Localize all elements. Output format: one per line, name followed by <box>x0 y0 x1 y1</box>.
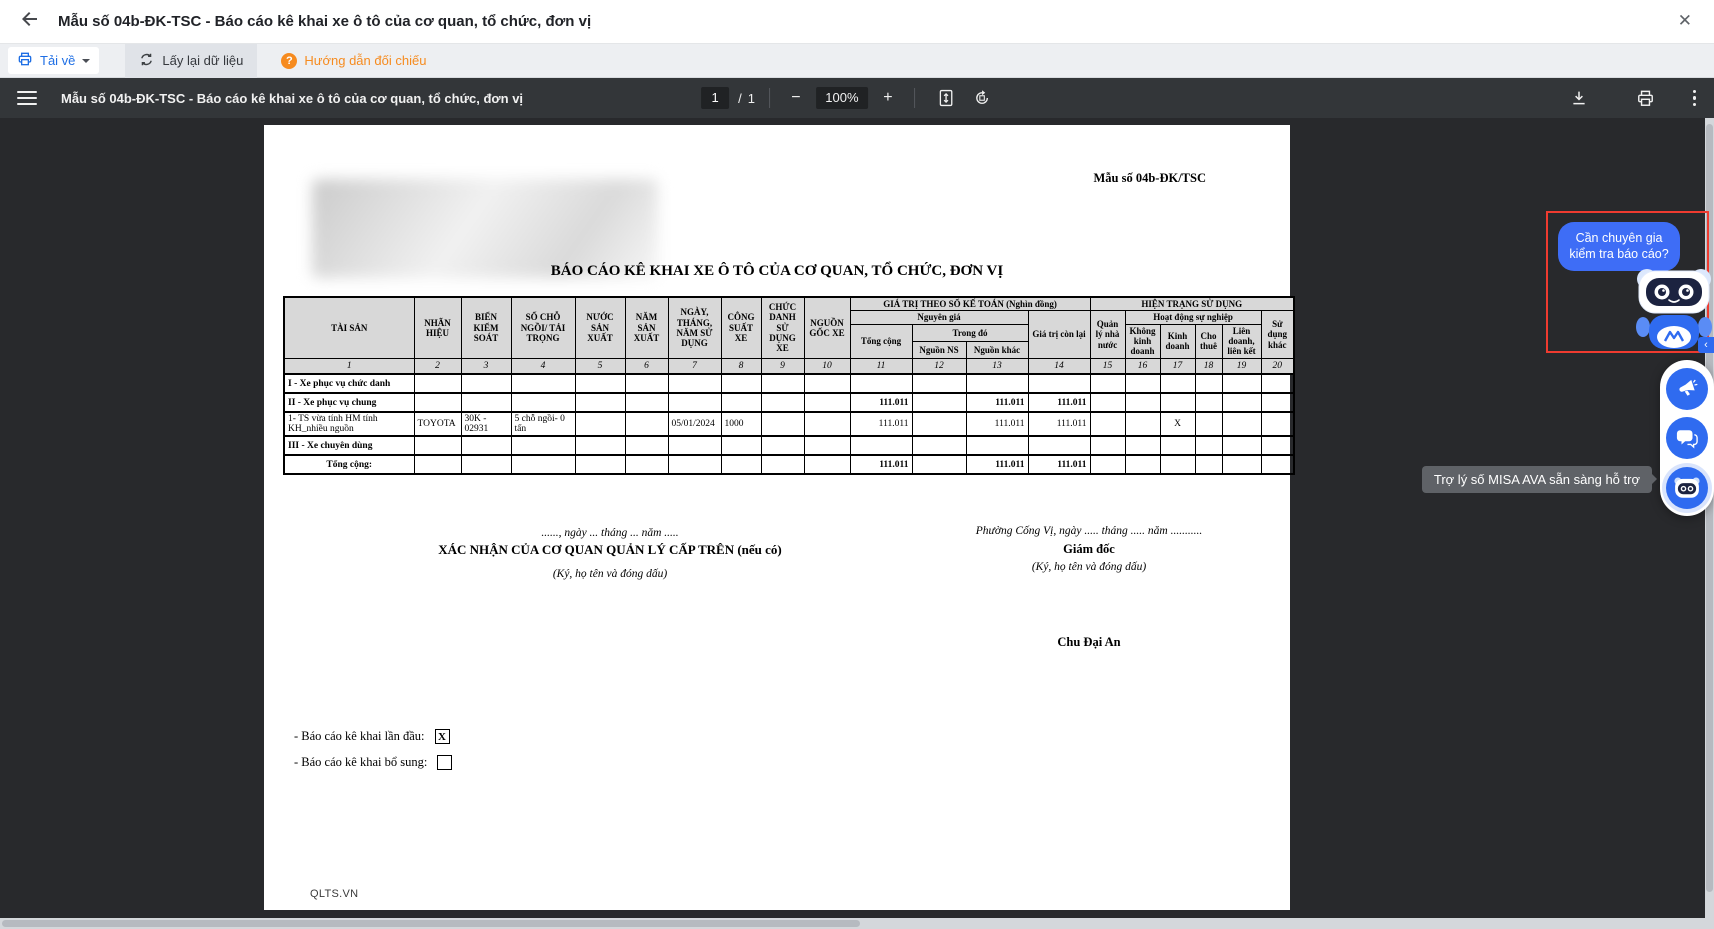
table-cell: 111.011 <box>1028 393 1090 412</box>
table-cell <box>1090 374 1125 393</box>
table-cell <box>1222 436 1261 455</box>
table-cell <box>1195 412 1222 436</box>
table-column-number: 14 <box>1028 358 1090 374</box>
table-cell <box>668 455 721 474</box>
table-cell <box>966 374 1028 393</box>
horizontal-scrollbar-thumb[interactable] <box>2 920 860 927</box>
signature-block-left <box>350 527 870 580</box>
table-cell <box>575 393 625 412</box>
table-column-number: 9 <box>761 358 804 374</box>
table-cell <box>414 393 461 412</box>
pdf-toolbar <box>0 78 1714 118</box>
pdf-download-button[interactable] <box>1570 89 1588 107</box>
page-total: 1 <box>747 90 755 106</box>
table-column-number: 18 <box>1195 358 1222 374</box>
table-cell <box>414 374 461 393</box>
table-cell <box>1261 436 1294 455</box>
table-cell <box>625 455 668 474</box>
document-page <box>264 125 1290 910</box>
table-cell <box>668 436 721 455</box>
close-button[interactable]: ✕ <box>1677 11 1692 30</box>
document-title: BÁO CÁO KÊ KHAI XE Ô TÔ CỦA CƠ QUAN, TỔ CHỨC, ĐƠN VỊ <box>550 263 1004 279</box>
table-header-cell: NHÃN HIỆU <box>414 297 461 358</box>
table-cell <box>804 455 850 474</box>
table-header-cell: Nguyên giá <box>850 311 1028 324</box>
table-cell <box>1160 436 1195 455</box>
table-row <box>284 374 1294 393</box>
reload-data-button[interactable] <box>125 44 257 78</box>
table-column-number: 2 <box>414 358 461 374</box>
comparison-guide-link[interactable] <box>271 53 436 69</box>
zoom-level[interactable]: 100% <box>816 87 868 109</box>
table-cell <box>1125 436 1160 455</box>
declaration-supplement-report-label: - Báo cáo kê khai bổ sung: <box>294 755 428 769</box>
table-cell: 5 chỗ ngồi- 0 tấn <box>511 412 575 436</box>
table-cell <box>1125 374 1160 393</box>
table-cell <box>461 393 511 412</box>
table-cell <box>1090 436 1125 455</box>
table-cell <box>1222 374 1261 393</box>
signature-left-note: (Ký, họ tên và đóng dấu) <box>552 568 668 580</box>
table-column-number: 8 <box>721 358 761 374</box>
table-header-cell: Sử dụng khác <box>1261 311 1294 358</box>
refresh-icon <box>139 52 154 70</box>
table-header-cell: GIÁ TRỊ THEO SỔ KẾ TOÁN (Nghìn đồng) <box>850 297 1090 311</box>
declaration-section <box>294 729 452 781</box>
table-header-cell: SỐ CHỖ NGỒI/ TẢI TRỌNG <box>511 297 575 358</box>
table-cell <box>414 455 461 474</box>
table-header-cell: Liên doanh, liên kết <box>1222 324 1261 358</box>
assistant-collapse-button[interactable]: ‹ <box>1698 337 1714 353</box>
chat-bubbles-icon <box>1676 427 1698 449</box>
fit-page-button[interactable] <box>939 89 953 107</box>
table-cell <box>721 455 761 474</box>
table-cell <box>912 455 966 474</box>
table-cell: 111.011 <box>850 412 912 436</box>
declaration-supplement-report-checkbox <box>437 755 452 770</box>
table-cell <box>850 436 912 455</box>
table-cell: I - Xe phục vụ chức danh <box>284 374 414 393</box>
table-cell <box>912 393 966 412</box>
table-cell <box>1195 455 1222 474</box>
chevron-down-icon <box>82 59 90 67</box>
assistant-tooltip: Trợ lý số MISA AVA sẵn sàng hỗ trợ <box>1422 466 1652 493</box>
horizontal-scrollbar[interactable] <box>0 918 1714 929</box>
action-bar <box>0 44 1714 78</box>
table-cell <box>966 436 1028 455</box>
table-cell: 111.011 <box>966 393 1028 412</box>
table-cell <box>461 455 511 474</box>
signature-left-title: XÁC NHẬN CỦA CƠ QUAN QUẢN LÝ CẤP TRÊN (nếu có) <box>438 542 782 557</box>
pdf-toolbar-right <box>1560 89 1697 108</box>
table-cell <box>625 393 668 412</box>
table-cell <box>761 412 804 436</box>
table-cell <box>1261 374 1294 393</box>
table-cell <box>804 393 850 412</box>
table-cell <box>625 412 668 436</box>
table-cell <box>461 436 511 455</box>
announcements-button[interactable] <box>1666 368 1708 410</box>
table-cell: 111.011 <box>1028 455 1090 474</box>
table-header-cell: Tổng cộng <box>850 324 912 358</box>
table-column-number: 3 <box>461 358 511 374</box>
table-header-cell: NGUỒN GỐC XE <box>804 297 850 358</box>
table-column-number: 16 <box>1125 358 1160 374</box>
report-table-head <box>284 297 1294 374</box>
table-header-cell: Cho thuê <box>1195 324 1222 358</box>
table-column-number: 20 <box>1261 358 1294 374</box>
reload-data-label: Lấy lại dữ liệu <box>162 53 244 68</box>
table-cell: 111.011 <box>850 393 912 412</box>
table-cell <box>721 436 761 455</box>
table-cell <box>668 374 721 393</box>
signer-name: Chu Đại An <box>1057 635 1121 649</box>
table-header-cell: CHỨC DANH SỬ DỤNG XE <box>761 297 804 358</box>
table-cell <box>1261 412 1294 436</box>
table-column-number: 6 <box>625 358 668 374</box>
table-cell: X <box>1160 412 1195 436</box>
toolbar-divider <box>914 88 915 108</box>
table-cell <box>1195 374 1222 393</box>
table-header-cell: NGÀY, THÁNG, NĂM SỬ DỤNG <box>668 297 721 358</box>
signature-right-title: Giám đốc <box>1063 542 1115 556</box>
table-cell <box>850 374 912 393</box>
table-cell: 111.011 <box>850 455 912 474</box>
table-header-cell: Nguồn NS <box>912 341 966 358</box>
table-cell <box>804 436 850 455</box>
table-column-number: 11 <box>850 358 912 374</box>
table-cell <box>1125 412 1160 436</box>
table-cell <box>721 393 761 412</box>
table-column-number: 7 <box>668 358 721 374</box>
table-cell <box>912 374 966 393</box>
window-title: Mẫu số 04b-ĐK-TSC - Báo cáo kê khai xe ô tô của cơ quan, tổ chức, đơn vị <box>58 13 592 30</box>
table-column-number: 15 <box>1090 358 1125 374</box>
table-row <box>284 455 1294 474</box>
pdf-toolbar-center <box>701 87 1001 109</box>
table-cell <box>804 412 850 436</box>
table-cell: TOYOTA <box>414 412 461 436</box>
table-cell <box>761 374 804 393</box>
declaration-first-report-checkbox: X <box>435 729 450 744</box>
table-header-cell: Không kinh doanh <box>1125 324 1160 358</box>
rotate-button[interactable] <box>973 89 991 107</box>
table-header-cell: Giá trị còn lại <box>1028 311 1090 358</box>
table-cell <box>1160 455 1195 474</box>
table-cell <box>1028 436 1090 455</box>
table-cell <box>511 374 575 393</box>
table-column-number: 13 <box>966 358 1028 374</box>
table-cell <box>1160 374 1195 393</box>
table-cell <box>575 374 625 393</box>
table-cell <box>721 374 761 393</box>
table-column-number: 4 <box>511 358 575 374</box>
table-cell <box>761 436 804 455</box>
report-table <box>283 296 1295 475</box>
download-report-button[interactable] <box>8 47 99 74</box>
table-header-cell: CÔNG SUẤT XE <box>721 297 761 358</box>
window-header <box>0 0 1714 44</box>
table-row <box>284 393 1294 412</box>
table-header-cell: BIỂN KIỂM SOÁT <box>461 297 511 358</box>
table-cell: 111.011 <box>966 455 1028 474</box>
table-cell <box>511 393 575 412</box>
table-header-cell: HIỆN TRẠNG SỬ DỤNG <box>1090 297 1294 311</box>
table-cell <box>1125 393 1160 412</box>
signature-right-note: (Ký, họ tên và đóng dấu) <box>1031 561 1147 573</box>
table-cell: III - Xe chuyên dùng <box>284 436 414 455</box>
table-cell <box>912 436 966 455</box>
table-header-cell: NƯỚC SẢN XUẤT <box>575 297 625 358</box>
table-header-cell: Trong đó <box>912 324 1028 341</box>
signature-left-dateline: ......, ngày ... tháng ... năm ..... <box>541 527 679 539</box>
table-cell <box>1125 455 1160 474</box>
download-report-label: Tải về <box>40 53 76 68</box>
table-cell <box>1222 412 1261 436</box>
table-cell: 111.011 <box>1028 412 1090 436</box>
table-cell <box>1090 455 1125 474</box>
table-cell <box>1028 374 1090 393</box>
table-cell <box>461 374 511 393</box>
table-cell <box>625 436 668 455</box>
table-header-cell: Kinh doanh <box>1160 324 1195 358</box>
table-cell <box>575 412 625 436</box>
signature-block-right <box>914 525 1264 650</box>
table-cell <box>1261 393 1294 412</box>
table-cell <box>668 393 721 412</box>
table-header-cell: Quản lý nhà nước <box>1090 311 1125 358</box>
report-table-wrap <box>283 296 1288 475</box>
table-cell: 30K - 02931 <box>461 412 511 436</box>
signature-right-dateline: Phường Cống Vị, ngày ..... tháng ..... năm ........... <box>975 525 1203 537</box>
page-separator: / <box>738 90 742 106</box>
table-cell <box>575 436 625 455</box>
table-column-number: 10 <box>804 358 850 374</box>
table-cell <box>575 455 625 474</box>
table-cell <box>1195 393 1222 412</box>
table-cell <box>625 374 668 393</box>
page-number-input[interactable]: 1 <box>701 87 729 109</box>
menu-icon[interactable] <box>17 91 37 105</box>
page-footer-brand: QLTS.VN <box>310 888 359 900</box>
table-row <box>284 412 1294 436</box>
robot-avatar-icon <box>1673 476 1701 500</box>
help-icon: ? <box>281 53 297 69</box>
table-cell <box>804 374 850 393</box>
table-cell <box>1222 455 1261 474</box>
table-cell <box>1222 393 1261 412</box>
zoom-in-button[interactable]: + <box>883 89 893 106</box>
table-cell <box>511 436 575 455</box>
comparison-guide-label: Hướng dẫn đối chiếu <box>304 53 427 68</box>
report-table-body <box>284 374 1294 474</box>
table-column-number: 1 <box>284 358 414 374</box>
zoom-out-button[interactable]: − <box>791 89 801 106</box>
table-cell: 05/01/2024 <box>668 412 721 436</box>
table-cell: 1000 <box>721 412 761 436</box>
table-column-number: 17 <box>1160 358 1195 374</box>
back-arrow-icon <box>20 9 40 34</box>
table-cell <box>1090 412 1125 436</box>
table-header-cell: NĂM SẢN XUẤT <box>625 297 668 358</box>
declaration-supplement-report <box>294 755 452 770</box>
table-header-cell: TÀI SẢN <box>284 297 414 358</box>
assistant-speech-bubble[interactable]: Cần chuyên gia kiểm tra báo cáo? <box>1558 222 1680 271</box>
pdf-print-button[interactable] <box>1636 89 1655 108</box>
table-cell: II - Xe phục vụ chung <box>284 393 414 412</box>
table-column-number: 5 <box>575 358 625 374</box>
megaphone-icon <box>1676 378 1698 400</box>
table-row <box>284 436 1294 455</box>
declaration-first-report <box>294 729 452 744</box>
table-header-cell: Hoạt động sự nghiệp <box>1125 311 1261 324</box>
table-cell <box>1261 455 1294 474</box>
table-header-cell: Nguồn khác <box>966 341 1028 358</box>
table-cell <box>414 436 461 455</box>
table-cell: 111.011 <box>966 412 1028 436</box>
toolbar-divider <box>769 88 770 108</box>
table-cell <box>761 393 804 412</box>
printer-icon <box>17 51 33 70</box>
table-cell: 1- TS vừa tính HM tính KH_nhiều nguồn <box>284 412 414 436</box>
table-column-number: 19 <box>1222 358 1261 374</box>
table-cell <box>761 455 804 474</box>
back-button[interactable] <box>16 8 44 36</box>
table-cell <box>912 412 966 436</box>
table-cell <box>1195 436 1222 455</box>
chat-button[interactable] <box>1666 417 1708 459</box>
more-options-button[interactable] <box>1693 90 1697 107</box>
table-cell: Tổng cộng: <box>284 455 414 474</box>
declaration-first-report-label: - Báo cáo kê khai lần đầu: <box>294 729 425 743</box>
table-cell <box>1160 393 1195 412</box>
form-code: Mẫu số 04b-ĐK/TSC <box>1093 171 1206 185</box>
table-cell <box>511 455 575 474</box>
pdf-document-title: Mẫu số 04b-ĐK-TSC - Báo cáo kê khai xe ô tô của cơ quan, tổ chức, đơn vị <box>61 90 524 106</box>
table-column-number: 12 <box>912 358 966 374</box>
assistant-fab-group <box>1660 360 1714 516</box>
table-cell <box>1090 393 1125 412</box>
ava-assistant-button[interactable] <box>1666 467 1708 509</box>
